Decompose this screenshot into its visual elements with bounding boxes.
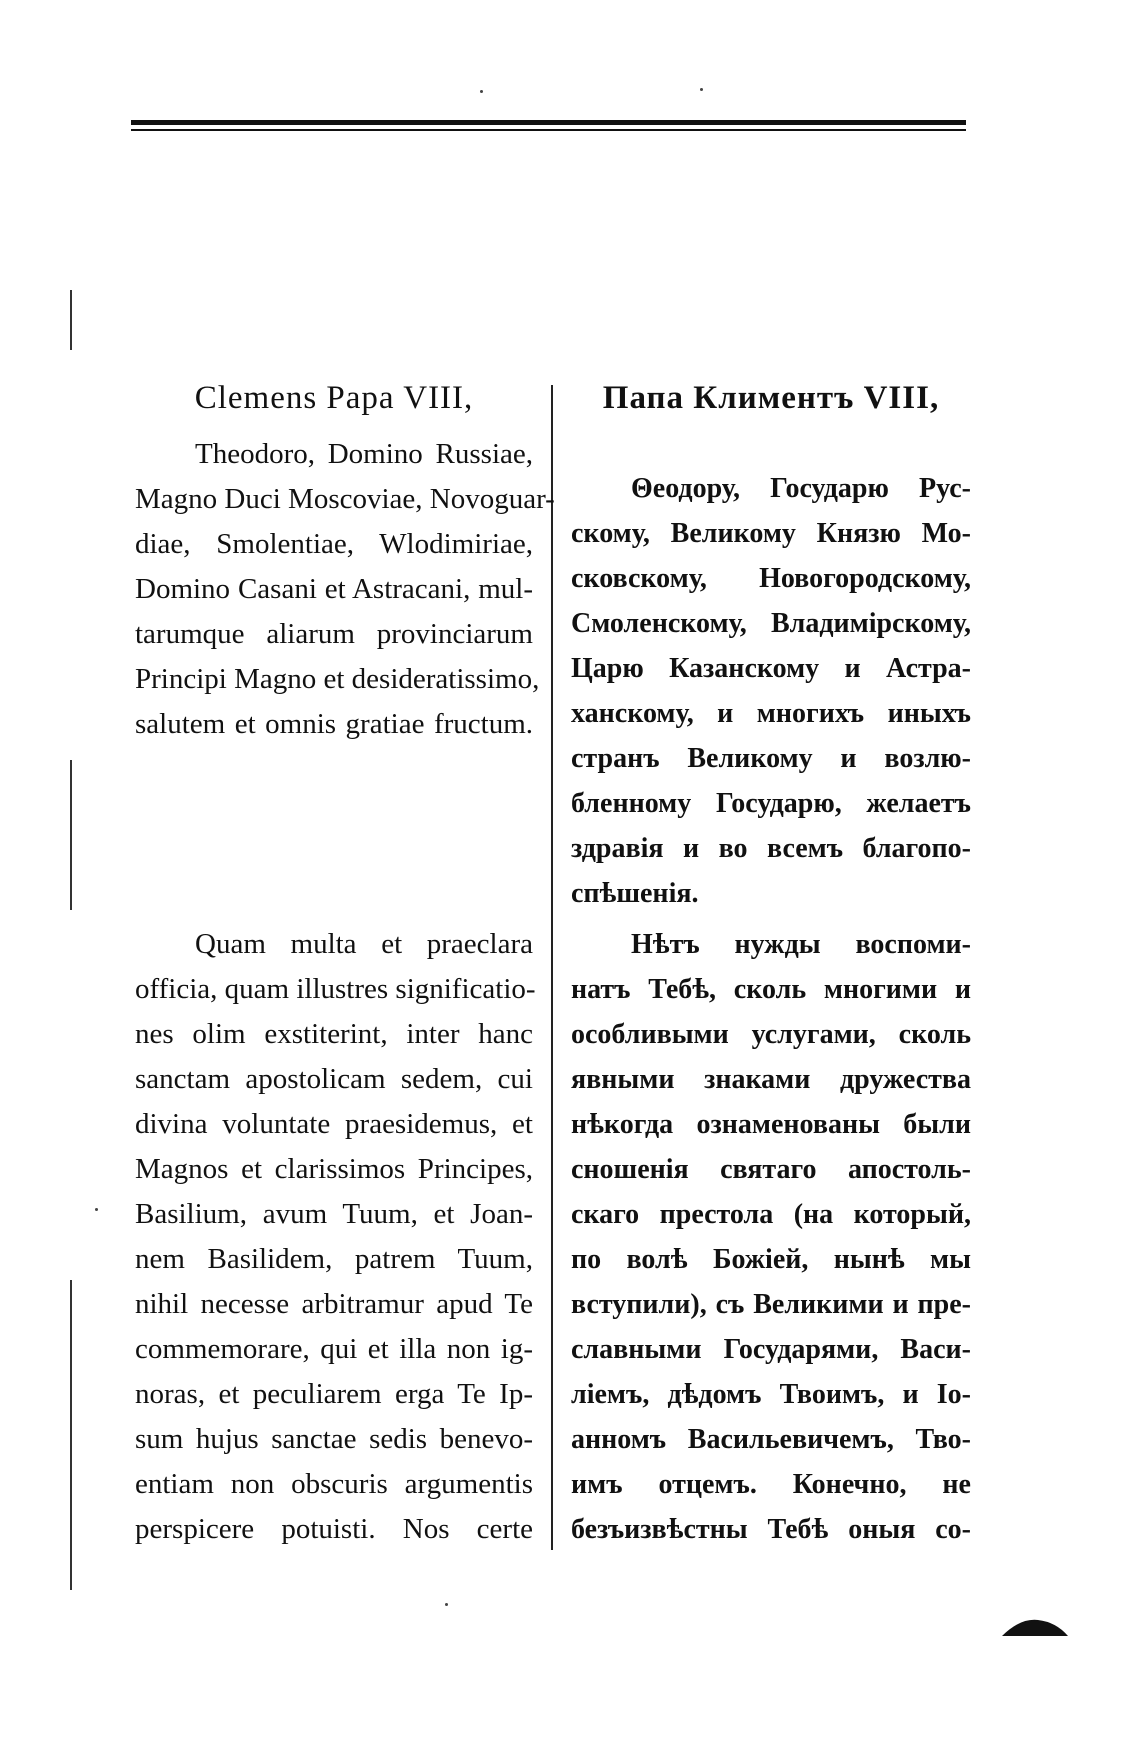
russian-body-line: анномъ Васильевичемъ, Тво- [571, 1424, 971, 1455]
russian-heading: Папа Климентъ VIII, [602, 380, 940, 416]
latin-body-line: entiam non obscuris argumentis [135, 1468, 533, 1500]
russian-body-line: скаго престола (на который, [571, 1199, 971, 1230]
binding-edge-mark [70, 290, 72, 350]
latin-body-line: officia, quam illustres significatio- [135, 973, 536, 1005]
russian-heading-block [571, 376, 971, 421]
russian-address-line: скому, Великому Князю Мо- [571, 518, 971, 549]
latin-address [135, 432, 555, 747]
russian-address-line: Смоленскому, Владимірскому, [571, 608, 971, 639]
russian-body-line: Нѣтъ нужды воспоми- [631, 929, 971, 960]
header-rule-thin [131, 129, 966, 131]
latin-body-line: perspicere potuisti. Nos certe [135, 1513, 533, 1545]
scan-speck [480, 90, 483, 93]
russian-body-line: сношенія святаго апостоль- [571, 1154, 971, 1185]
russian-body-line: особливыми услугами, сколь [571, 1019, 971, 1050]
russian-body-line: по волѣ Божіей, нынѣ мы [571, 1244, 971, 1275]
russian-body-line: славными Государями, Васи- [571, 1334, 971, 1365]
header-rule [131, 120, 966, 125]
latin-body-line: Basilium, avum Tuum, et Joan- [135, 1198, 533, 1230]
russian-address-line: Θеодору, Государю Рус- [631, 473, 971, 504]
russian-body-line: нѣкогда ознаменованы были [571, 1109, 971, 1140]
russian-body-line: вступили), съ Великими и пре- [571, 1289, 971, 1320]
russian-body-line: явными знаками дружества [571, 1064, 971, 1095]
scan-speck [700, 88, 703, 91]
ornament-mark-icon [1000, 1616, 1070, 1640]
russian-body-line: имъ отцемъ. Конечно, не [571, 1469, 971, 1500]
latin-address-line: Theodoro, Domino Russiae, [195, 438, 533, 470]
latin-body-line: Quam multa et praeclara [195, 928, 533, 960]
russian-body-line: натъ Тебѣ, сколь многими и [571, 974, 971, 1005]
latin-body-line: commemorare, qui et illa non ig- [135, 1333, 533, 1365]
latin-body-line: nem Basilidem, patrem Tuum, [135, 1243, 533, 1275]
latin-address-line: Principi Magno et desideratissimo, [135, 663, 540, 695]
scan-speck [445, 1603, 448, 1606]
latin-body-line: noras, et peculiarem erga Te Ip- [135, 1378, 533, 1410]
russian-body-line: безъизвѣстны Тебѣ оныя со- [571, 1514, 971, 1545]
russian-address-line: странъ Великому и возлю- [571, 743, 971, 774]
russian-address-line: сковскому, Новогородскому, [571, 563, 971, 594]
latin-body-line: sanctam apostolicam sedem, cui [135, 1063, 533, 1095]
latin-body-line: divina voluntate praesidemus, et [135, 1108, 533, 1140]
scan-speck [95, 1208, 98, 1211]
latin-address-line: diae, Smolentiae, Wlodimiriae, [135, 528, 533, 560]
latin-heading: Clemens Papa VIII, [194, 380, 474, 416]
latin-address-line: Domino Casani et Astracani, mul- [135, 573, 533, 605]
binding-edge-mark [70, 760, 72, 910]
russian-body-line: ліемъ, дѣдомъ Твоимъ, и Іо- [571, 1379, 971, 1410]
latin-address-line: tarumque aliarum provinciarum [135, 618, 533, 650]
latin-body-line: nes olim exstiterint, inter hanc [135, 1018, 533, 1050]
binding-edge-mark [70, 1280, 72, 1590]
latin-body [135, 922, 536, 1552]
russian-address-line: спѣшенія. [571, 878, 699, 909]
latin-body-line: sum hujus sanctae sedis benevo- [135, 1423, 533, 1455]
latin-address-line: salutem et omnis gratiae fructum. [135, 708, 533, 740]
latin-heading-block [135, 376, 533, 421]
russian-body [571, 922, 971, 1552]
russian-address [571, 466, 971, 916]
latin-address-line: Magno Duci Moscoviae, Novoguar- [135, 483, 555, 515]
latin-body-line: Magnos et clarissimos Principes, [135, 1153, 533, 1185]
russian-address-line: бленному Государю, желаетъ [571, 788, 971, 819]
russian-address-line: ханскому, и многихъ иныхъ [571, 698, 971, 729]
russian-address-line: Царю Казанскому и Астра- [571, 653, 971, 684]
column-divider [551, 385, 553, 1550]
latin-body-line: nihil necesse arbitramur apud Te [135, 1288, 533, 1320]
russian-address-line: здравія и во всемъ благопо- [571, 833, 971, 864]
